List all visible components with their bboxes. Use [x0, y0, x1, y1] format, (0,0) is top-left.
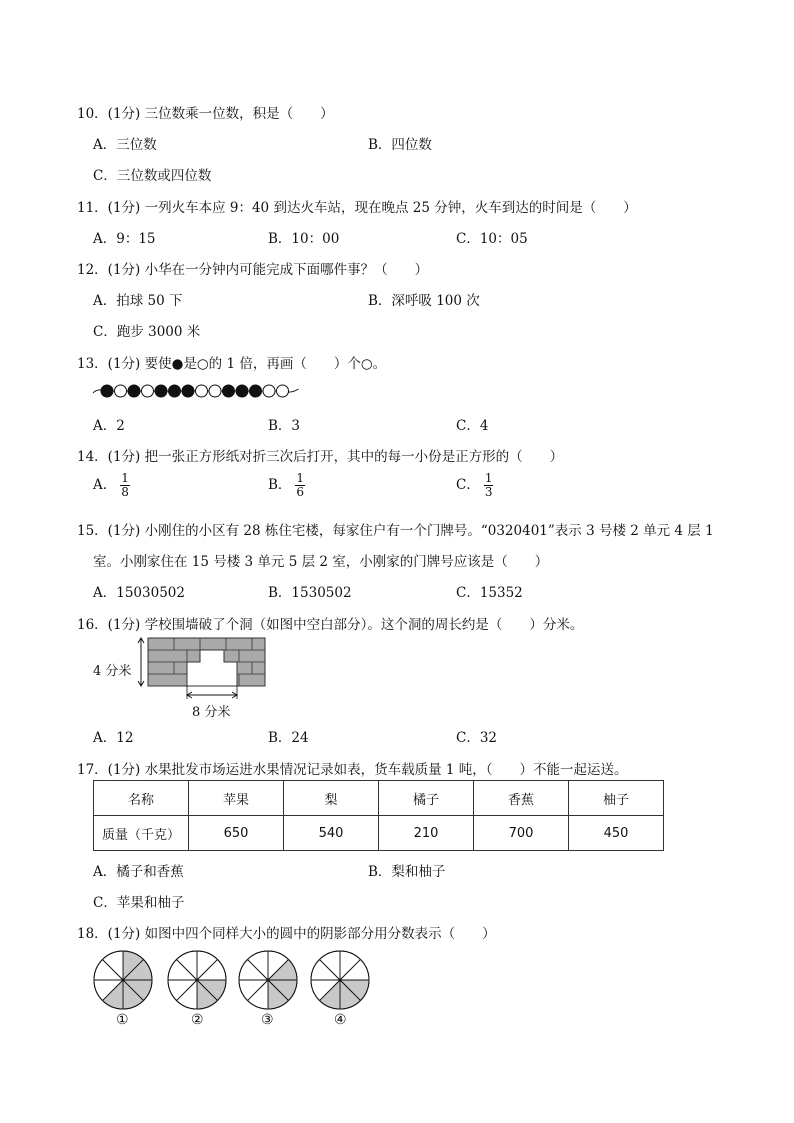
q13-option-c: C．4 [456, 418, 489, 434]
filled-bead [101, 385, 113, 397]
question-12-stem: 12．(1分) 小华在一分钟内可能完成下面哪件事？（ ） [77, 262, 429, 278]
circle-label-1: ① [116, 1012, 129, 1028]
table-cell: 质量（千克） [94, 816, 189, 851]
fraction [295, 472, 305, 499]
empty-bead [142, 385, 154, 397]
table-header-cell: 香蕉 [474, 781, 569, 816]
filled-bead [236, 385, 248, 397]
table-cell: 540 [284, 816, 379, 851]
q17-option-b: B．梨和柚子 [368, 864, 446, 880]
filled-bead [128, 385, 140, 397]
q16-option-a: A．12 [93, 730, 134, 746]
fraction-denominator: 8 [121, 485, 129, 499]
question-11-stem: 11．(1分) 一列火车本应 9：40 到达火车站，现在晚点 25 分钟，火车到达的时间是（ ） [77, 200, 637, 216]
q12-option-c: C．跑步 3000 米 [93, 324, 201, 340]
q13-option-a: A．2 [93, 418, 125, 434]
filled-bead [155, 385, 167, 397]
filled-bead [223, 385, 235, 397]
q17-option-c: C．苹果和柚子 [93, 895, 185, 911]
circle-label-3: ③ [261, 1012, 274, 1028]
table-row [94, 816, 664, 851]
q11-option-c: C．10：05 [456, 231, 528, 247]
q14-option-c-label: C． [456, 477, 480, 493]
brick-wall-figure [135, 636, 270, 701]
fraction-numerator: 1 [484, 471, 493, 485]
q16-option-b: B．24 [268, 730, 309, 746]
q10-option-b: B．四位数 [368, 137, 432, 153]
wall-height-label: 4 分米 [93, 664, 132, 679]
question-13-stem: 13．(1分) 要使●是○的 1 倍，再画（ ）个○。 [77, 356, 387, 372]
q10-option-c: C．三位数或四位数 [93, 168, 212, 184]
circle-3 [239, 951, 297, 1009]
fraction-numerator: 1 [121, 471, 129, 485]
q12-option-b: B．深呼吸 100 次 [368, 293, 480, 309]
fraction-denominator: 3 [484, 485, 493, 499]
q15-option-b: B．1530502 [268, 585, 352, 601]
q16-option-c: C．32 [456, 730, 498, 746]
q14-option-a [93, 472, 130, 499]
table-header-cell: 名称 [94, 781, 189, 816]
question-15-stem-line2: 室。小刚家住在 15 号楼 3 单元 5 层 2 室，小刚家的门牌号应该是（ ） [93, 554, 549, 570]
hole-width-label: 8 分米 [192, 705, 231, 720]
fraction-numerator: 1 [296, 471, 305, 485]
table-cell: 450 [569, 816, 664, 851]
shaded-circles-figure [93, 949, 383, 1013]
q14-option-b-label: B． [268, 477, 292, 493]
table-header-cell: 橘子 [379, 781, 474, 816]
table-cell: 650 [189, 816, 284, 851]
fruit-weight-table [93, 780, 664, 851]
question-10-stem: 10．(1分) 三位数乘一位数，积是（ ） [77, 106, 334, 122]
filled-bead [182, 385, 194, 397]
q14-option-c [456, 472, 493, 499]
fraction-denominator: 6 [296, 485, 305, 499]
q15-option-c: C．15352 [456, 585, 523, 601]
question-16-stem: 16．(1分) 学校围墙破了个洞（如图中空白部分）。这个洞的周长约是（ ）分米。 [77, 617, 584, 633]
table-header-cell: 苹果 [189, 781, 284, 816]
circle-1 [94, 951, 152, 1009]
fraction [484, 472, 494, 499]
fraction [120, 472, 130, 499]
empty-bead [115, 385, 127, 397]
q14-option-a-label: A． [93, 477, 117, 493]
q11-option-b: B．10：00 [268, 231, 340, 247]
filled-bead [169, 385, 181, 397]
brick-wall [148, 638, 265, 686]
table-cell: 700 [474, 816, 569, 851]
empty-bead [277, 385, 289, 397]
q13-option-b: B．3 [268, 418, 301, 434]
bead-string-figure [93, 380, 303, 402]
filled-bead [250, 385, 262, 397]
table-header-row [94, 781, 664, 816]
circle-label-2: ② [191, 1012, 204, 1028]
question-17-stem: 17．(1分) 水果批发市场运进水果情况记录如表，货车载质量 1 吨，（ ）不能一起运送。 [77, 762, 628, 778]
table-header-cell: 梨 [284, 781, 379, 816]
circle-4 [311, 951, 369, 1009]
q10-option-a: A．三位数 [93, 137, 157, 153]
empty-bead [263, 385, 275, 397]
question-15-stem-line1: 15．(1分) 小刚住的小区有 28 栋住宅楼，每家住户有一个门牌号。“0320401”表示 3 号楼 2 单元 4 层 1 [77, 523, 714, 539]
question-18-stem: 18．(1分) 如图中四个同样大小的圆中的阴影部分用分数表示（ ） [77, 926, 496, 942]
table-header-cell: 柚子 [569, 781, 664, 816]
table-cell: 210 [379, 816, 474, 851]
empty-bead [196, 385, 208, 397]
q15-option-a: A．15030502 [93, 585, 185, 601]
q14-option-b [268, 472, 305, 499]
empty-bead [209, 385, 221, 397]
q12-option-a: A．拍球 50 下 [93, 293, 183, 309]
circle-label-4: ④ [334, 1012, 347, 1028]
question-14-stem: 14．(1分) 把一张正方形纸对折三次后打开，其中的每一小份是正方形的（ ） [77, 449, 564, 465]
q11-option-a: A．9：15 [93, 231, 156, 247]
circle-2 [168, 951, 226, 1009]
q17-option-a: A．橘子和香蕉 [93, 864, 184, 880]
